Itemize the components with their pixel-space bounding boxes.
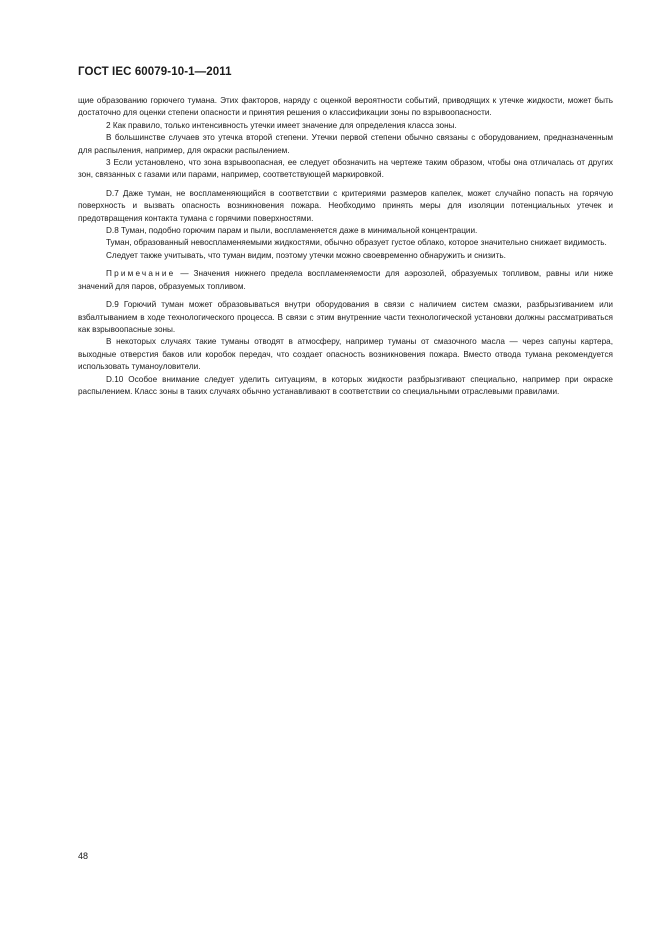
note-fuel-aerosols [78, 268, 613, 293]
note-text: — Значения нижнего предела воспламеняемости для аэрозолей, образуемых топливом, равны или ниже значений для паров, образуемых топливом. [78, 269, 613, 291]
paragraph-continuation: щие образованию горючего тумана. Этих факторов, наряду с оценкой вероятности событий, приводящих к утечке жидкости, может быть достаточно для оценки степени опасности и принятия решения о классификации зоны по взрывоопасности. [78, 96, 613, 118]
clause-d7: D.7 Даже туман, не воспламеняющийся в соответствии с критериями размеров капелек, может случайно попасть на горячую поверхность и вызвать опасность возникновения пожара. Необходимо принять меры для изоляции потенциальных утечек и предотвращения контакта тумана с горячими поверхностями. [78, 188, 613, 223]
note-3: 3 Если установлено, что зона взрывоопасная, ее следует обозначить на чертеже таким образом, чтобы она отличалась от других зон, связанных с газами или парами, например, соответствующей маркировкой. [78, 158, 613, 180]
note-2: 2 Как правило, только интенсивность утечки имеет значение для определения класса зоны. [106, 120, 457, 130]
clause-d8-paragraph-2: Туман, образованный невоспламеняемыми жидкостями, обычно образует густое облако, которое значительно снижает видимость. [106, 238, 607, 248]
document-body [78, 95, 613, 398]
clause-d8-paragraph-3: Следует также учитывать, что туман видим, поэтому утечки можно своевременно обнаружить и снизить. [106, 250, 506, 260]
note-2-continuation: В большинстве случаев это утечка второй степени. Утечки первой степени обычно связаны с оборудованием, предназначенным для распыления, например, для окраски распылением. [78, 133, 613, 155]
clause-d8: D.8 Туман, подобно горючим парам и пыли, воспламеняется даже в минимальной концентрации. [106, 226, 478, 236]
page-number: 48 [78, 851, 89, 861]
clause-d9: D.9 Горючий туман может образовываться внутри оборудования в связи с наличием систем смазки, разбрызгиванием или взбалтыванием в ходе технологического процесса. В связи с этим внутренние части технологической установки должны рассматриваться как взрывоопасные зоны. [78, 300, 613, 334]
document-header: ГОСТ IEC 60079-10-1—2011 [78, 66, 232, 78]
clause-d10: D.10 Особое внимание следует уделить ситуациям, в которых жидкости разбрызгивают специально, например при окраске распылением. Класс зоны в таких случаях обычно устанавливают в соответствии со специальными отраслевыми правилами. [78, 374, 613, 396]
clause-d9-paragraph-2: В некоторых случаях такие туманы отводят в атмосферу, например туманы от смазочного масла — через сапуны картера, выходные отверстия баков или коробок передач, что создает опасность возникновения пожара. Вместо отвода тумана рекомендуется использовать туманоуловители. [78, 337, 613, 372]
note-label: Примечание [106, 269, 176, 279]
